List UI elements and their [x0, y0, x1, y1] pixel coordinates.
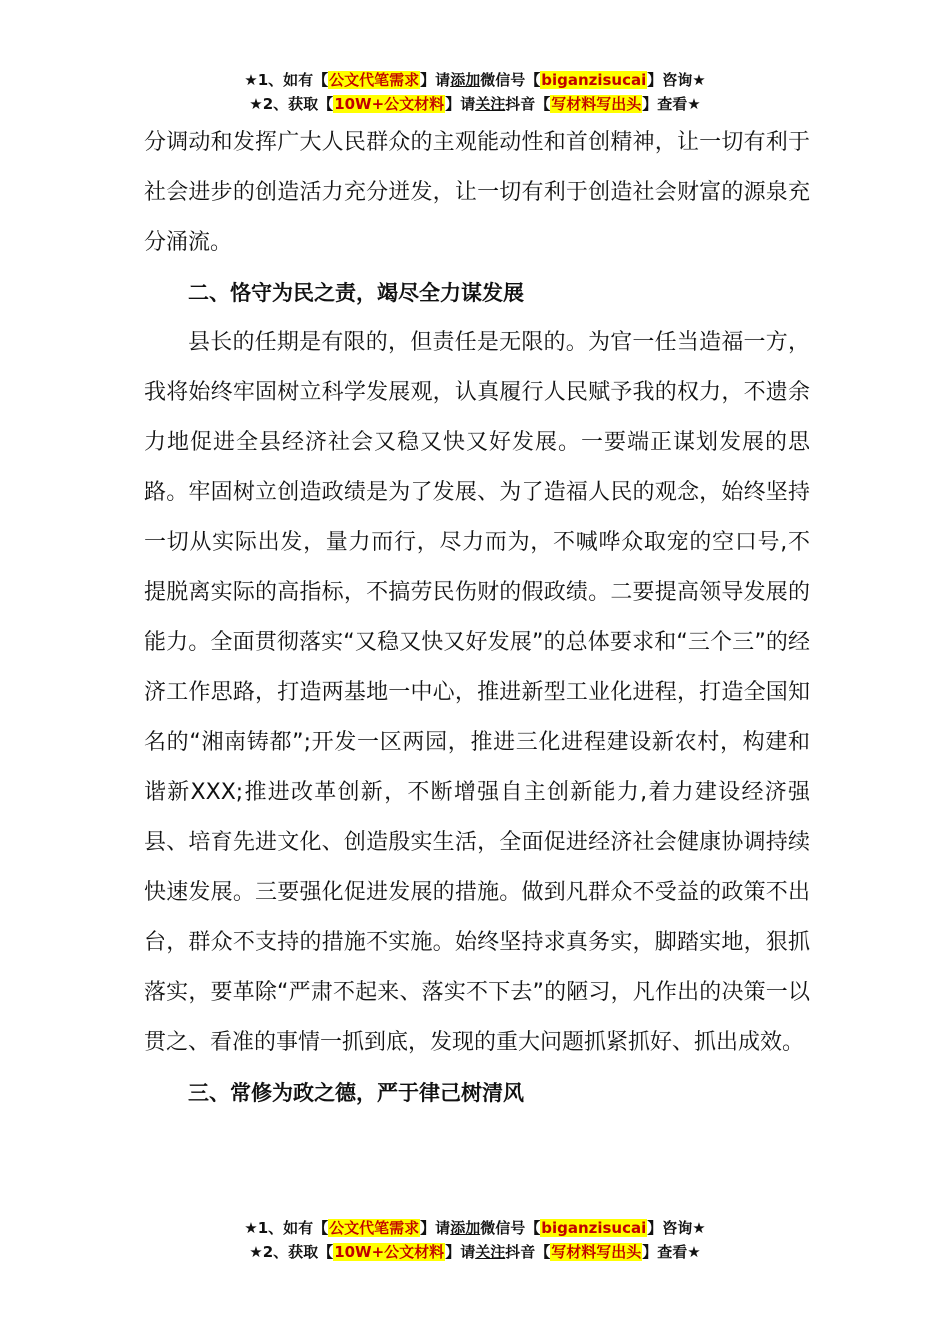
- header-banner: [0, 68, 950, 116]
- paragraph-development: 县长的任期是有限的，但责任是无限的。为官一任当造福一方，我将始终牢固树立科学发展观，认真履行人民赋予我的权力，不遗余力地促进全县经济社会又稳又快又好发展。一要端正谋划发展的思路。牢固树立创造政绩是为了发展、为了造福人民的观念，始终坚持一切从实际出发，量力而行，尽力而为，不喊哗众取宠的空口号,不提脱离实际的高指标，不搞劳民伤财的假政绩。二要提高领导发展的能力。全面贯彻落实“又稳又快又好发展”的总体要求和“三个三”的经济工作思路，打造两基地一中心，推进新型工业化进程，打造全国知名的“湘南铸都”;开发一区两园，推进三化进程建设新农村，构建和谐新XXX;推进改革创新，不断增强自主创新能力,着力建设经济强县、培育先进文化、创造殷实生活，全面促进经济社会健康协调持续快速发展。三要强化促进发展的措施。做到凡群众不受益的政策不出台，群众不支持的措施不实施。始终坚持求真务实，脚踏实地，狠抓落实，要革除“严肃不起来、落实不下去”的陋习，凡作出的决策一以贯之、看准的事情一抓到底，发现的重大问题抓紧抓好、抓出成效。: [144, 330, 810, 1055]
- highlight-wechat-id: biganzisucai: [541, 71, 647, 89]
- highlight-materials: 10W+公文材料: [334, 95, 445, 113]
- banner-line-2: ★2、获取【10W+公文材料】请关注抖音【写材料写出头】查看★: [249, 95, 701, 113]
- footer-banner: [0, 1216, 950, 1264]
- highlight-materials: 10W+公文材料: [334, 1243, 445, 1261]
- highlight-service: 公文代笔需求: [329, 1219, 420, 1237]
- highlight-douyin: 写材料写出头: [551, 95, 642, 113]
- banner-line-1: ★1、如有【公文代笔需求】请添加微信号【biganzisucai】咨询★: [244, 1219, 706, 1237]
- section-heading-3: 三、常修为政之德，严于律己树清风: [188, 1081, 524, 1105]
- document-body: [144, 118, 810, 1118]
- banner-line-1: ★1、如有【公文代笔需求】请添加微信号【biganzisucai】咨询★: [244, 71, 706, 89]
- banner-line-2: ★2、获取【10W+公文材料】请关注抖音【写材料写出头】查看★: [249, 1243, 701, 1261]
- highlight-douyin: 写材料写出头: [551, 1243, 642, 1261]
- paragraph-continued: 分调动和发挥广大人民群众的主观能动性和首创精神，让一切有利于社会进步的创造活力充分迸发，让一切有利于创造社会财富的源泉充分涌流。: [144, 130, 810, 255]
- highlight-wechat-id: biganzisucai: [541, 1219, 647, 1237]
- highlight-service: 公文代笔需求: [329, 71, 420, 89]
- section-heading-2: 二、恪守为民之责，竭尽全力谋发展: [188, 281, 524, 305]
